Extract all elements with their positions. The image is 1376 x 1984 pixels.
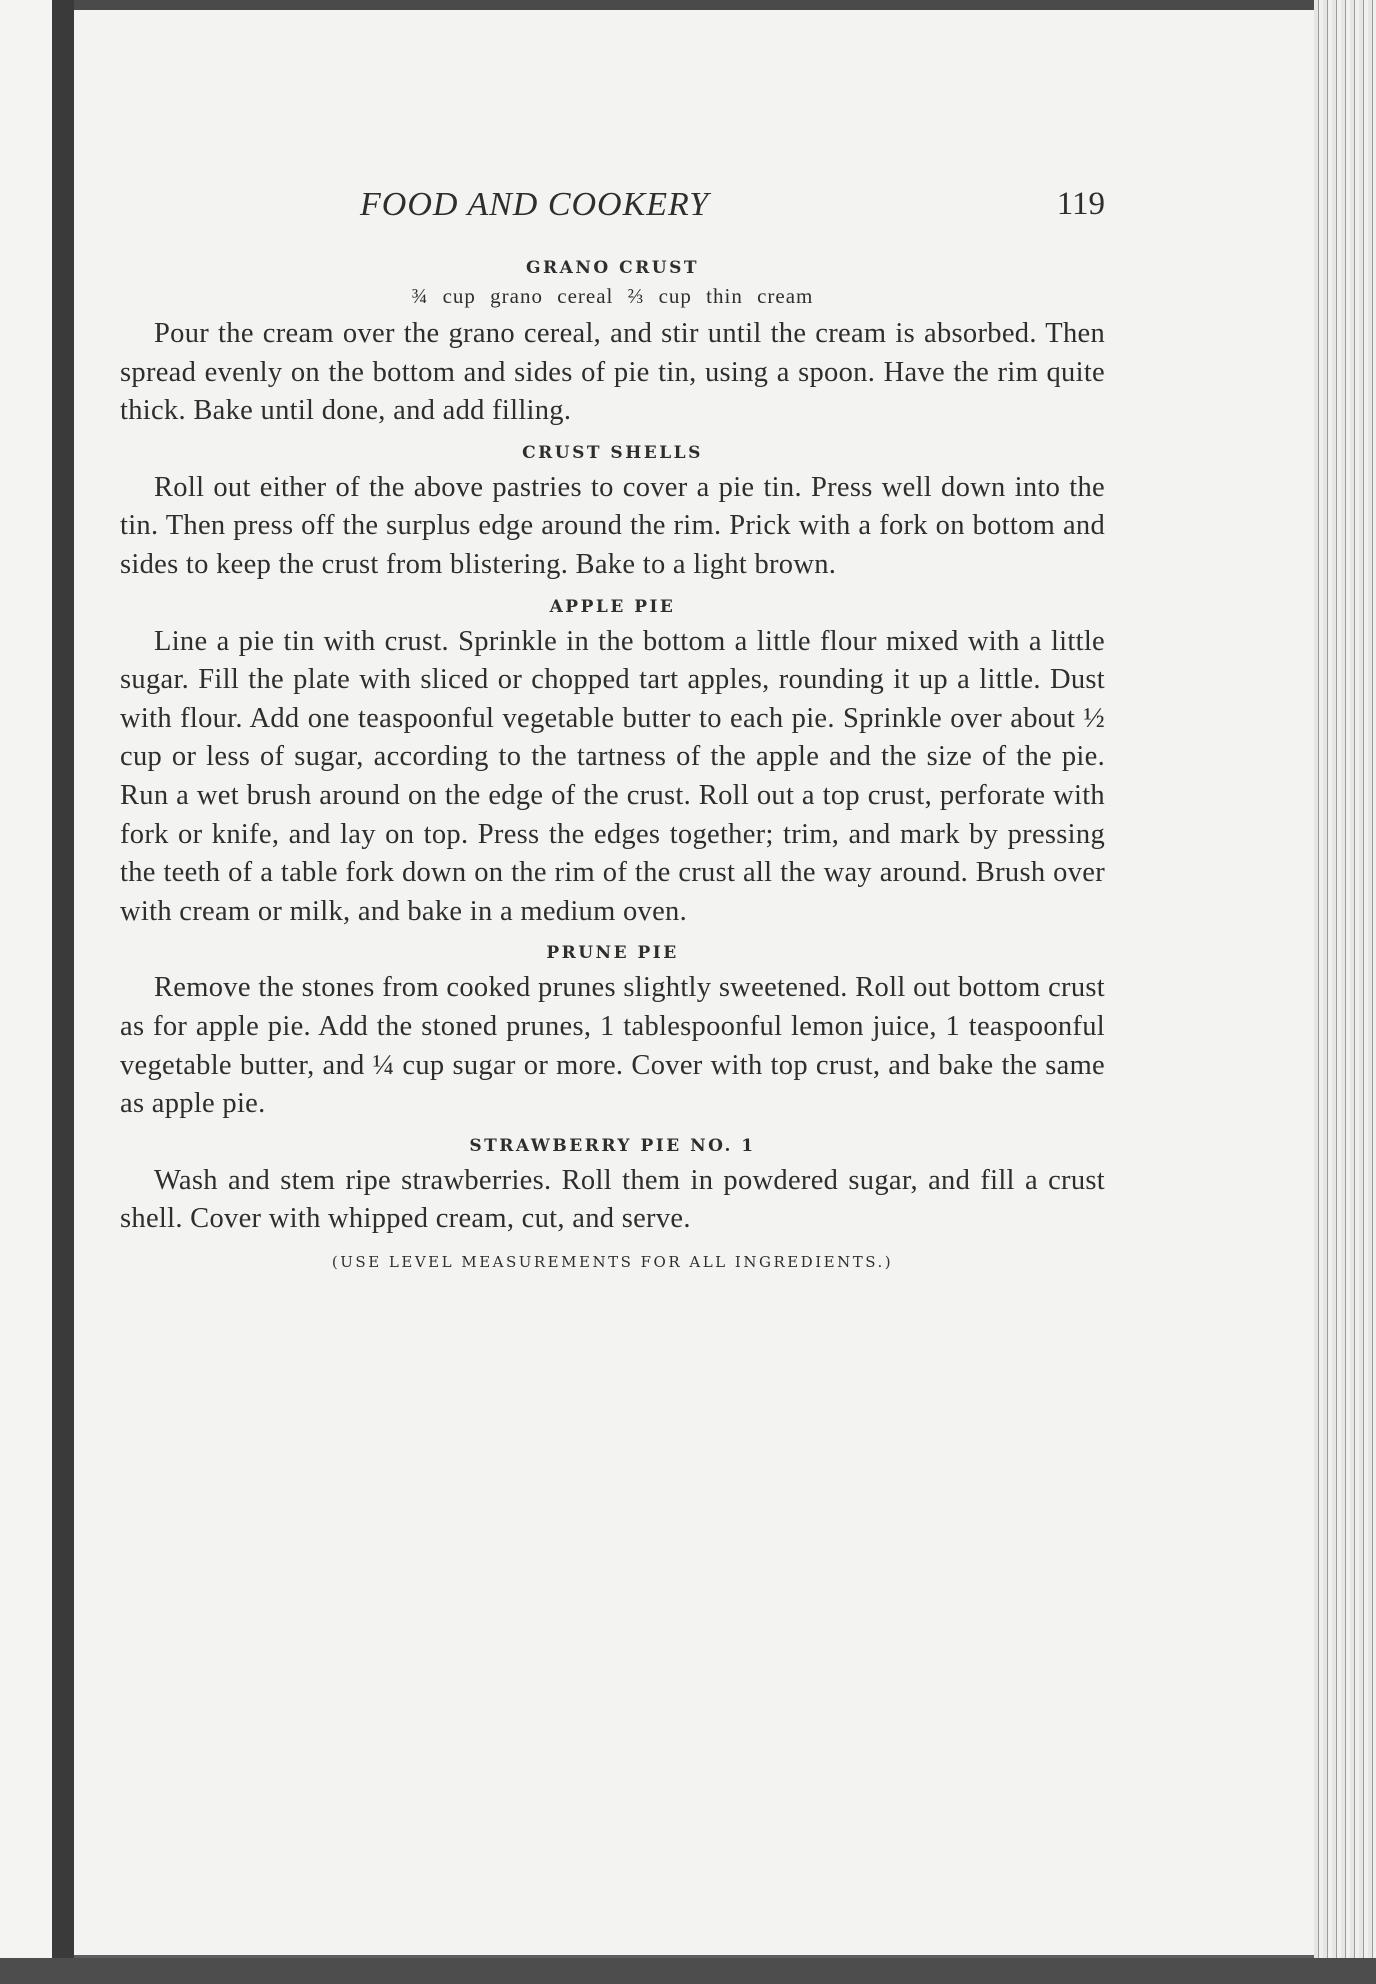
recipe-text: Remove the stones from cooked prunes slightly sweetened. Roll out bottom crust as for apple pie. Add the stoned prunes, 1 tablespoonful lemon juice, 1 teaspoonful vegetable butter, and ¼ cup sugar or more. Cover with top crust, and bake the same as apple pie. xyxy=(120,972,1105,1120)
recipe-heading: CRUST SHELLS xyxy=(522,442,703,463)
recipe-grano-crust xyxy=(120,258,1105,431)
recipe-heading: GRANO CRUST xyxy=(525,258,699,278)
recipe-heading: STRAWBERRY PIE NO. 1 xyxy=(469,1135,756,1156)
book-spine xyxy=(52,0,74,1960)
recipe-heading: PRUNE PIE xyxy=(546,943,679,964)
recipe-text: Line a pie tin with crust. Sprinkle in the bottom a little flour mixed with a little sugar. Fill the plate with sliced or chopped tart apples, rounding it up a little. Dust with flour. Add one teaspoonful vegetable butter to each pie. Sprinkle over about ½ cup or less of sugar, according to the tartness of the apple and the size of the pie. Run a wet brush around on the edge of the crust. Roll out a top crust, perforate with fork or knife, and lay on top. Press the edges together; trim, and mark by pressing the teeth of a table fork down on the rim of the crust all the way around. Brush over with cream or milk, and bake in a medium oven. xyxy=(120,625,1105,927)
footer-note: (USE LEVEL MEASUREMENTS FOR ALL INGREDIENTS.) xyxy=(331,1252,894,1271)
running-title: FOOD AND COOKERY xyxy=(360,186,710,223)
recipe-prune-pie xyxy=(120,943,1105,1123)
page-edges xyxy=(1314,0,1376,1960)
page-number: 119 xyxy=(1056,186,1105,222)
recipe-strawberry-pie xyxy=(120,1136,1105,1239)
recipe-apple-pie xyxy=(120,597,1105,932)
recipe-text: Pour the cream over the grano cereal, and stir until the cream is absorbed. Then spread evenly on the bottom and sides of pie tin, using a spoon. Have the rim quite thick. Bake until done, and add filling. xyxy=(120,318,1105,427)
recipe-text: Roll out either of the above pastries to cover a pie tin. Press well down into the tin. Then press off the surplus edge around the rim. Prick with a fork on bottom and sides to keep the crust from blistering. Bake to a light brown. xyxy=(120,471,1105,580)
scan-bottom-edge xyxy=(0,1958,1376,1984)
recipe-text: Wash and stem ripe strawberries. Roll them in powdered sugar, and fill a crust shell. Cover with whipped cream, cut, and serve. xyxy=(120,1164,1105,1235)
recipe-crust-shells xyxy=(120,443,1105,585)
scan-left-margin xyxy=(0,0,52,1984)
recipe-ingredients: ¾ cup grano cereal ⅔ cup thin cream xyxy=(411,284,814,308)
recipe-heading: APPLE PIE xyxy=(549,596,676,617)
page-content xyxy=(120,176,1105,1271)
running-head xyxy=(120,176,1105,246)
